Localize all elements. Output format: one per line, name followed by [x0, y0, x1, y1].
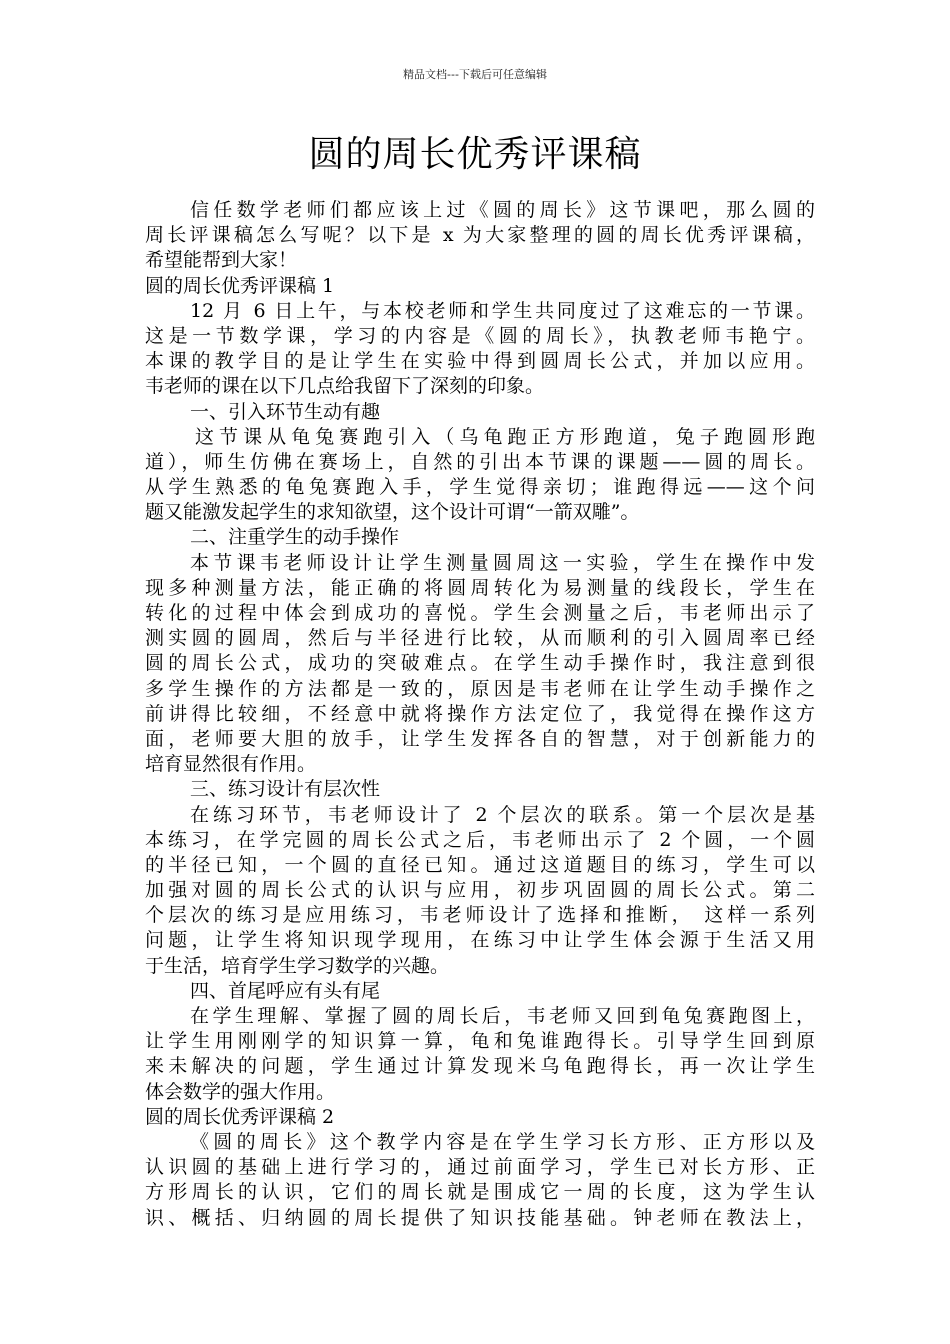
paragraph-line: 《圆的周长》这个教学内容是在学生学习长方形、正方形以及	[190, 1130, 815, 1153]
paragraph-line: 道），师生仿佛在赛场上，自然的引出本节课的课题——圆的周长。	[145, 450, 815, 473]
intro-line: 周长评课稿怎么写呢？以下是 x 为大家整理的圆的周长优秀评课稿，	[145, 224, 815, 247]
paragraph-line: 在练习环节，韦老师设计了 2 个层次的联系。第一个层次是基	[190, 803, 815, 826]
paragraph-line: 培育显然很有作用。	[145, 753, 317, 776]
paragraph-line: 来未解决的问题，学生通过计算发现米乌龟跑得长，再一次让学生	[145, 1055, 815, 1078]
paragraph-line: 方形周长的认识，它们的周长就是围成它一周的长度，这为学生认	[145, 1181, 815, 1204]
paragraph-line: 圆的周长公式，成功的突破难点。在学生动手操作时，我注意到很	[145, 652, 815, 675]
document-title: 圆的周长优秀评课稿	[308, 134, 642, 175]
paragraph-line: 前讲得比较细，不经意中就将操作方法定位了，我觉得在操作这方	[145, 702, 815, 725]
subheading: 二、注重学生的动手操作	[190, 526, 400, 549]
paragraph-line: 识、概括、归纳圆的周长提供了知识技能基础。钟老师在教法上，	[145, 1206, 815, 1229]
paragraph-line: 在学生理解、掌握了圆的周长后，韦老师又回到龟兔赛跑图上，	[190, 1005, 815, 1027]
paragraph-line: 本课的教学目的是让学生在实验中得到圆周长公式，并加以应用。	[145, 350, 815, 373]
section-heading: 圆的周长优秀评课稿 2	[145, 1105, 335, 1128]
subheading: 三、练习设计有层次性	[190, 778, 381, 801]
paragraph-line: 加强对圆的周长公式的认识与应用，初步巩固圆的周长公式。第二	[145, 879, 815, 902]
intro-line: 信任数学老师们都应该上过《圆的周长》这节课吧，那么圆的	[190, 199, 815, 221]
paragraph-line: 转化的过程中体会到成功的喜悦。学生会测量之后，韦老师出示了	[145, 602, 815, 624]
paragraph-line: 认识圆的基础上进行学习的，通过前面学习，学生已对长方形、正	[145, 1156, 815, 1179]
paragraph-line: 本节课韦老师设计让学生测量圆周这一实验，学生在操作中发	[190, 551, 815, 574]
subheading: 一、引入环节生动有趣	[190, 400, 381, 423]
subheading: 四、首尾呼应有头有尾	[190, 979, 381, 1002]
paragraph-line: 这是一节数学课，学习的内容是《圆的周长》，执教老师韦艳宁。	[145, 324, 815, 347]
intro-line: 希望能帮到大家！	[145, 249, 298, 272]
header-note: 精品文档---下载后可任意编辑	[403, 68, 547, 81]
paragraph-line: 多学生操作的方法都是一致的，原因是韦老师在让学生动手操作之	[145, 677, 815, 700]
paragraph-line: 韦老师的课在以下几点给我留下了深刻的印象。	[145, 375, 545, 398]
document-body	[145, 198, 815, 1231]
paragraph-line: 从学生熟悉的龟兔赛跑入手，学生觉得亲切；谁跑得远——这个问	[145, 476, 815, 499]
paragraph-line: 的半径已知，一个圆的直径已知。通过这道题目的练习，学生可以	[145, 853, 815, 876]
paragraph-line: 面，老师要大胆的放手，让学生发挥各自的智慧，对于创新能力的	[145, 727, 815, 750]
paragraph-line: 题又能激发起学生的求知欲望，这个设计可谓“一箭双雕”。	[145, 501, 640, 524]
paragraph-line: 这节课从龟兔赛跑引入（乌龟跑正方形跑道，兔子跑圆形跑	[195, 425, 815, 448]
paragraph-line: 测实圆的圆周，然后与半径进行比较，从而顺利的引入圆周率已经	[145, 627, 815, 650]
paragraph-line: 个层次的练习是应用练习，韦老师设计了选择和推断， 这样一系列	[145, 904, 815, 927]
paragraph-line: 于生活，培育学生学习数学的兴趣。	[145, 954, 450, 977]
section-heading: 圆的周长优秀评课稿 1	[145, 274, 335, 297]
paragraph-line: 12 月 6 日上午，与本校老师和学生共同度过了这难忘的一节课。	[190, 299, 815, 322]
paragraph-line: 让学生用刚刚学的知识算一算，龟和兔谁跑得长。引导学生回到原	[145, 1030, 815, 1053]
paragraph-line: 本练习，在学完圆的周长公式之后，韦老师出示了 2 个圆，一个圆	[145, 828, 815, 851]
paragraph-line: 体会数学的强大作用。	[145, 1080, 336, 1103]
paragraph-line: 问题，让学生将知识现学现用，在练习中让学生体会源于生活又用	[145, 929, 815, 952]
paragraph-line: 现多种测量方法，能正确的将圆周转化为易测量的线段长，学生在	[145, 576, 815, 599]
